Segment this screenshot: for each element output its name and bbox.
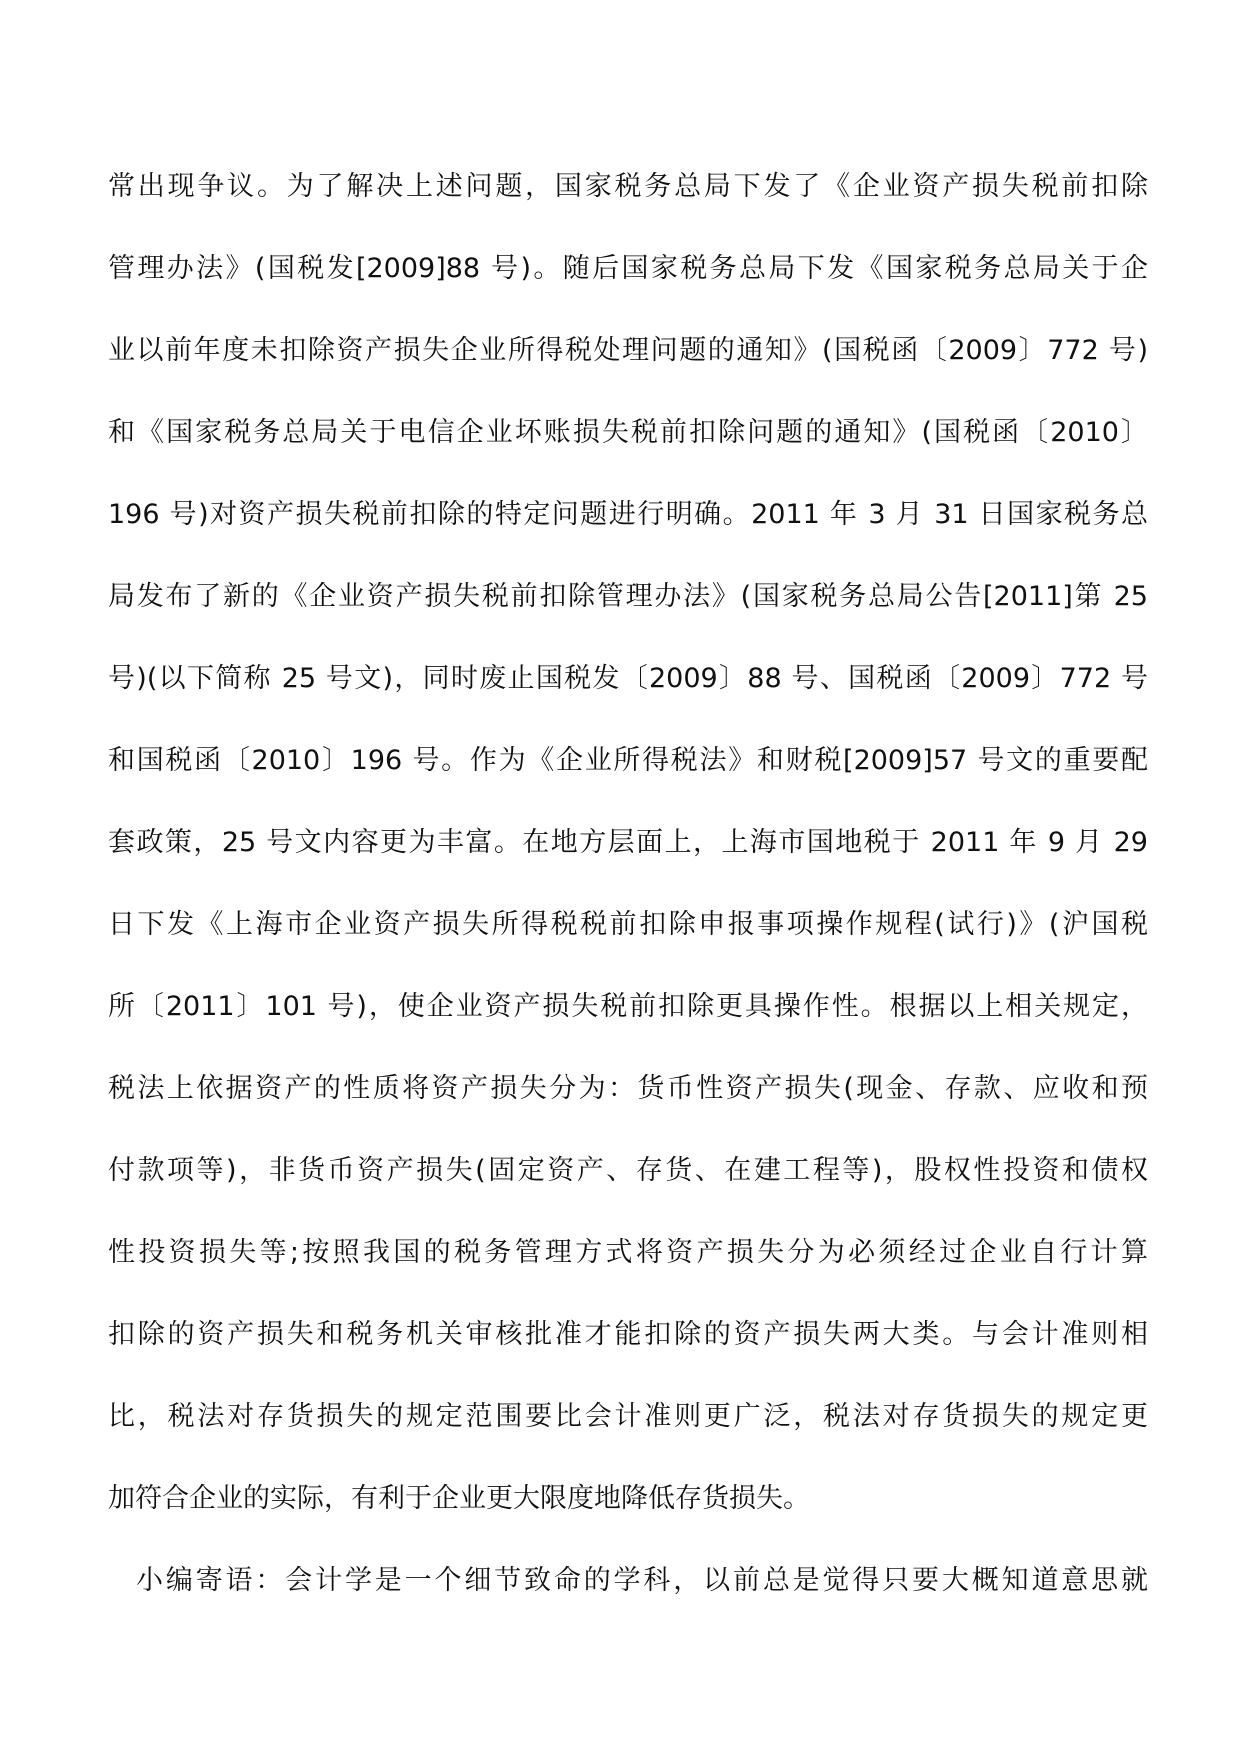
text-line: 和《国家税务总局关于电信企业坏账损失税前扣除问题的通知》(国税函〔2010〕 (108, 417, 1148, 448)
text-line: 业以前年度未扣除资产损失企业所得税处理问题的通知》(国税函〔2009〕772 号) (108, 335, 1148, 366)
text-line: 常出现争议。为了解决上述问题，国家税务总局下发了《企业资产损失税前扣除 (108, 171, 1148, 202)
text-line: 局发布了新的《企业资产损失税前扣除管理办法》(国家税务总局公告[2011]第 25 (108, 581, 1148, 612)
text-line: 套政策，25 号文内容更为丰富。在地方层面上，上海市国地税于 2011 年 9 月 29 (108, 827, 1148, 858)
text-line: 号)(以下简称 25 号文)，同时废止国税发〔2009〕88 号、国税函〔2009〕772 号 (108, 663, 1148, 694)
text-line: 税法上依据资产的性质将资产损失分为：货币性资产损失(现金、存款、应收和预 (108, 1073, 1148, 1104)
text-line: 扣除的资产损失和税务机关审核批准才能扣除的资产损失两大类。与会计准则相 (108, 1319, 1148, 1350)
text-line: 管理办法》(国税发[2009]88 号)。随后国家税务总局下发《国家税务总局关于企 (108, 253, 1148, 284)
text-line: 和国税函〔2010〕196 号。作为《企业所得税法》和财税[2009]57 号文的重要配 (108, 745, 1148, 776)
text-line: 196 号)对资产损失税前扣除的特定问题进行明确。2011 年 3 月 31 日国家税务总 (108, 499, 1148, 530)
text-line: 日下发《上海市企业资产损失所得税税前扣除申报事项操作规程(试行)》(沪国税 (108, 909, 1148, 940)
paragraph-1 (108, 146, 1148, 1540)
text-line: 付款项等)，非货币资产损失(固定资产、存货、在建工程等)，股权性投资和债权 (108, 1155, 1148, 1186)
text-line: 小编寄语：会计学是一个细节致命的学科，以前总是觉得只要大概知道意思就 (136, 1565, 1148, 1596)
paragraph-2 (108, 1540, 1148, 1622)
body-text (108, 146, 1148, 1622)
text-line: 加符合企业的实际，有利于企业更大限度地降低存货损失。 (108, 1483, 810, 1514)
text-line: 性投资损失等;按照我国的税务管理方式将资产损失分为必须经过企业自行计算 (108, 1237, 1148, 1268)
text-line: 比，税法对存货损失的规定范围要比会计准则更广泛，税法对存货损失的规定更 (108, 1401, 1148, 1432)
text-line: 所〔2011〕101 号)，使企业资产损失税前扣除更具操作性。根据以上相关规定， (108, 991, 1148, 1022)
